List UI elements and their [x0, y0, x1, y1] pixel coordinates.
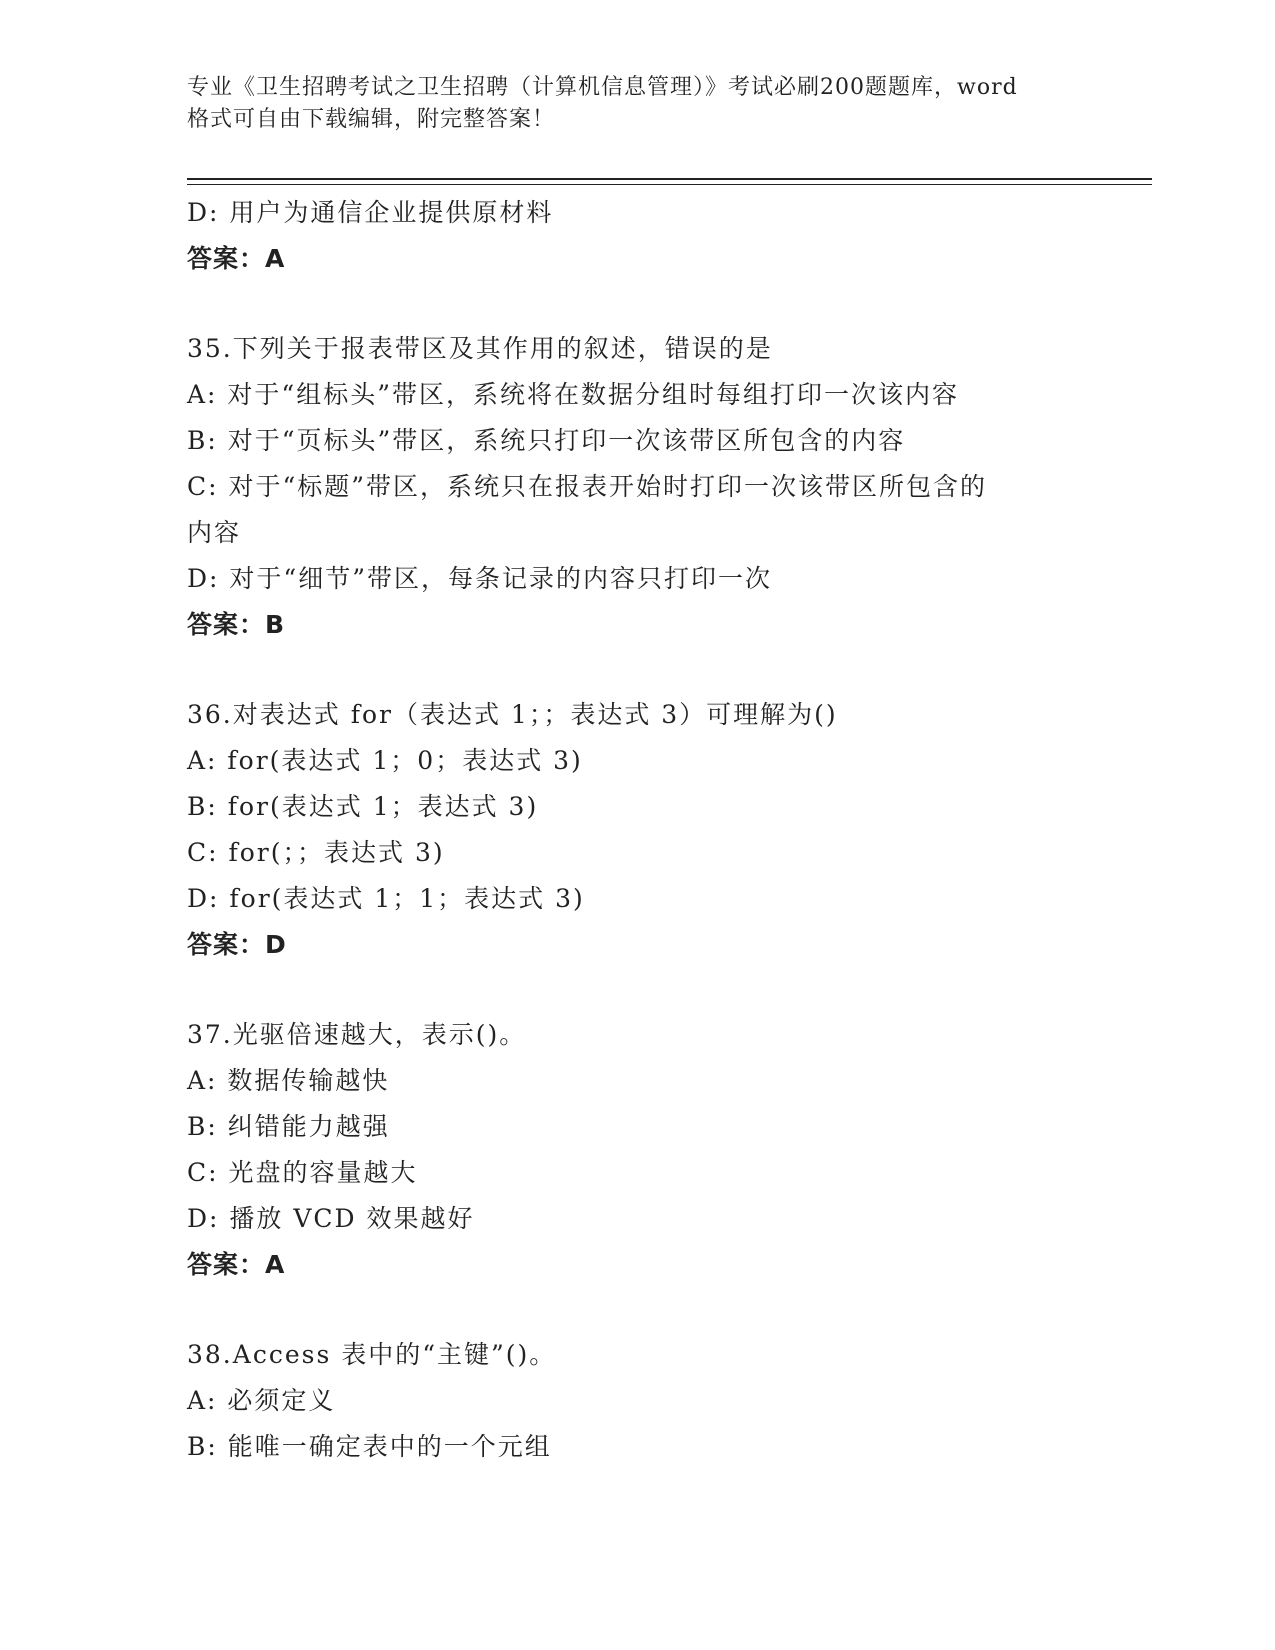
option-a: A: 必须定义	[187, 1386, 336, 1415]
answer-line: 答案：A	[187, 244, 286, 273]
option-a: A: 对于“组标头”带区，系统将在数据分组时每组打印一次该内容	[187, 380, 959, 409]
question-list	[187, 190, 1087, 1470]
option-d: D: 对于“细节”带区，每条记录的内容只打印一次	[187, 564, 772, 593]
question-block-37	[187, 1012, 1087, 1288]
option-c: C: for(；；表达式 3)	[187, 838, 445, 867]
question-stem: 37.光驱倍速越大，表示()。	[187, 1020, 527, 1049]
option-d: D: 播放 VCD 效果越好	[187, 1204, 475, 1233]
question-stem: 36.对表达式 for（表达式 1；；表达式 3）可理解为()	[187, 700, 838, 729]
question-block-35	[187, 326, 1087, 648]
answer-line: 答案：A	[187, 1250, 286, 1279]
answer-line: 答案：B	[187, 610, 286, 639]
header-line-2: 格式可自由下载编辑，附完整答案！	[187, 107, 556, 132]
block-spacer	[187, 1288, 1087, 1332]
option-a: A: for(表达式 1；0；表达式 3)	[187, 746, 583, 775]
question-block-38	[187, 1332, 1087, 1470]
header-rule-thick	[187, 178, 1152, 180]
option-b: B: for(表达式 1；表达式 3)	[187, 792, 539, 821]
option-d: D: 用户为通信企业提供原材料	[187, 198, 554, 227]
answer-line: 答案：D	[187, 930, 287, 959]
header-rule-thin	[187, 184, 1152, 185]
option-a: A: 数据传输越快	[187, 1066, 390, 1095]
option-b: B: 纠错能力越强	[187, 1112, 390, 1141]
option-d: D: for(表达式 1；1；表达式 3)	[187, 884, 585, 913]
block-spacer	[187, 968, 1087, 1012]
option-b: B: 对于“页标头”带区，系统只打印一次该带区所包含的内容	[187, 426, 906, 455]
question-stem: 38.Access 表中的“主键”()。	[187, 1340, 557, 1369]
question-block-36	[187, 692, 1087, 968]
option-c: C: 光盘的容量越大	[187, 1158, 418, 1187]
block-spacer	[187, 648, 1087, 692]
option-b: B: 能唯一确定表中的一个元组	[187, 1432, 552, 1461]
question-stem: 35.下列关于报表带区及其作用的叙述，错误的是	[187, 334, 773, 363]
option-c-continued: 内容	[187, 518, 242, 547]
header-line-1: 专业《卫生招聘考试之卫生招聘（计算机信息管理）》考试必刷200题题库，word	[187, 75, 1018, 100]
document-header	[187, 72, 1087, 136]
option-c: C: 对于“标题”带区，系统只在报表开始时打印一次该带区所包含的	[187, 472, 988, 501]
block-spacer	[187, 282, 1087, 326]
question-block-34	[187, 190, 1087, 282]
